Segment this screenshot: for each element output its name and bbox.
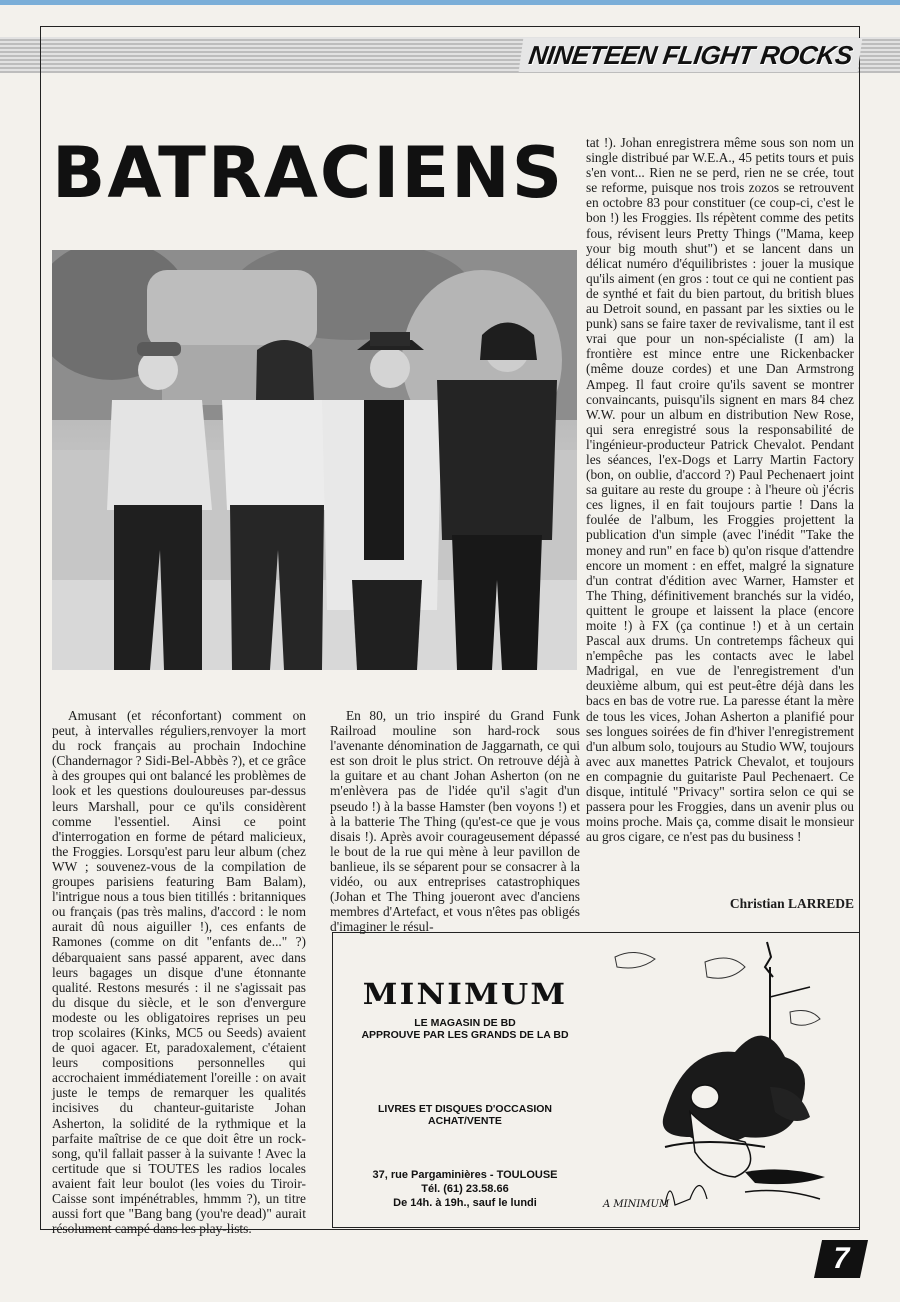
ad-services-1: LIVRES ET DISQUES D'OCCASION	[377, 1103, 553, 1115]
ad-tagline-1: LE MAGASIN DE BD	[414, 1017, 516, 1029]
article-title: BATRACIENS	[52, 132, 565, 214]
minimum-advertisement	[332, 932, 860, 1228]
page-number: 7	[814, 1240, 868, 1278]
ad-tagline-2: APPROUVE PAR LES GRANDS DE LA BD	[361, 1029, 569, 1041]
ad-phone: Tél. (61) 23.58.66	[421, 1183, 509, 1195]
ad-hours: De 14h. à 19h., sauf le lundi	[393, 1197, 537, 1209]
article-paragraph-3: tat !). Johan enregistrera même sous son nom un single distribué par W.E.A., 45 petits tours et puis s'en vont... Rien ne se perd, rien ne se crée, tout se reforme, puisque nos trois zozos se retrouvent en octobre 83 pour constituer (ce coup-ci, c'est le bon !) les Froggies. Ils répètent comme des petits fous, révisent leurs Pretty Things ("Mama, keep your big mouth shut") et se lancent dans un délicat numéro d'équilibristes : jouer la musique qu'ils aiment (en gros : tout ce qui ne contient pas de synthé et fait du bien partout, du british blues au Detroit sound, en passant par les sixties ou le punk) sans se faire taxer de revivalisme, tant il est vrai que pour un non-spécialiste (I am) la frontière est mince entre une Rickenbacker (même douze cordes) et une Dan Armstrong Ampeg. Il faut croire qu'ils savent se montrer convaincants, puisqu'ils signent en mars 84 chez W.W. pour un album en distribution New Rose, qui sera enregistré sous la responsabilité de l'ingénieur-producteur Patrick Chevalot. Pendant les séances, l'ex-Dogs et Larry Martin Factory (bon, on oublie, d'accord ?) Paul Pechenaert joint sa guitare au reste du groupe : à l'heure où j'écris ces lignes, il en fait toujours partie ! Dans la foulée de l'album, les Froggies projettent la publication d'un simple (avec l'inédit "Take the money and run" en face b) qu'on risque d'attendre encore un moment : en effet, malgré la signature d'un contrat d'édition avec Warner, Hamster et The Thing, définitivement branchés sur la vidéo, quittent le groupe et laissent la place (encore moite !) à FX (ça continue !) et à un certain Pascal aux drums. Un contretemps fâcheux qui n'empêche pas les contacts avec le label Madrigal, en vue de l'enregistrement d'un deuxième album, qui est peut-être déjà dans les bacs en bas de votre rue. La paresse étant la mère de tous les vices, Johan Asherton a planifié pour ses longues soirées de fin d'hiver l'enregistrement d'un album solo, toujours au Studio WW, toujours avec aux manettes Patrick Chevalot, et toujours en compagnie du guitariste Paul Pechenaert. Ce disque, intitulé "Privacy" sortira selon ce qui se passera pour les Froggies, dans un avenir plus ou moins proche. Mais ça, comme disait le monsieur au gros cigare, ce n'est pas du business !	[586, 135, 854, 845]
author-byline: Christian LARREDE	[729, 896, 854, 911]
band-photo-image	[52, 250, 577, 670]
article-paragraph-1: Amusant (et réconfortant) comment on peut, à intervalles réguliers,renvoyer la mort du rock français au prochain Indochine (Chandernagor ? Sidi-Bel-Abbès ?), et ce grâce à des groupes qui ont balancé les problèmes de look et les questions douloureuses par-dessus leurs Marshall, pour ce qu'ils considèrent comme l'essentiel. Ainsi ce point d'interrogation en forme de pétard malicieux, the Froggies. Lorsqu'est paru leur album (chez WW ; souvenez-vous de la compilation de groupes parisiens featuring Bam Balam), l'intrigue nous a tous bien titillés : britanniques ou français (pas très malins, d'accord : le nom aurait dû nous aiguiller !), ces enfants de Ramones (comme on dit "enfants de..." ?) débarquaient sans passé apparent, avec dans leurs bagages un disque d'une étonnante qualité. Restons mesurés : il ne s'agissait pas du disque du siècle, et le son d'envergure modeste ou les obligatoires reprises un peu trop scolaires (Kinks, MC5 ou Seeds) avaient de quoi agacer. Et, paradoxalement, c'étaient leurs compositions personnelles qui accrochaient immédiatement l'oreille : on avait juste le temps de remarquer les qualités incisives du chanteur-guitariste Johan Asherton, la solidité de la rythmique et la parfaite maîtrise de ce que doit être un rock-song, qu'il fallait passer à la suivante ! Avec la certitude que si TOUTES les radios locales avaient fait leur boulot (les voies du Tiroir-Caisse sont impénétrables, hmmm ?), un titre aussi fort que "Bang bang (you're dead)" aurait résolument campé dans les play-lists.	[52, 708, 306, 1237]
article-column-1	[52, 708, 306, 1236]
article-column-2	[330, 708, 580, 934]
top-color-band	[0, 0, 900, 5]
ad-address: 37, rue Pargaminières - TOULOUSE	[372, 1169, 558, 1181]
article-column-3	[586, 135, 854, 844]
ad-store-name: MINIMUM	[362, 977, 568, 1011]
section-title: NINETEEN FLIGHT ROCKS	[518, 38, 862, 72]
ad-services-2: ACHAT/VENTE	[428, 1115, 502, 1127]
article-paragraph-2: En 80, un trio inspiré du Grand Funk Railroad mouline son hard-rock sous l'avenante dénomination de Jaggarnath, ce qui est son droit le plus strict. On retrouve déjà à la guitare et au chant Johan Asherton (on ne m'enlèvera pas de l'idée qu'il s'agit d'un pseudo !) à la basse Hamster (ben voyons !) et à la batterie The Thing (qu'est-ce que je vous disais !). Après avoir courageusement dépassé le bout de la rue qui mène à leur pavillon de banlieue, ils se séparent pour se consacrer à la vidéo, ou aux entreprises catastrophiques (Johan et The Thing joueront avec d'anciens membres d'Artefact, et vous n'êtes pas obligés d'imaginer le résul-	[330, 708, 580, 935]
ad-cartoon-drawing	[595, 937, 853, 1223]
band-photo	[52, 250, 577, 670]
ad-drawing-dedication: A MINIMUM	[603, 1199, 670, 1210]
